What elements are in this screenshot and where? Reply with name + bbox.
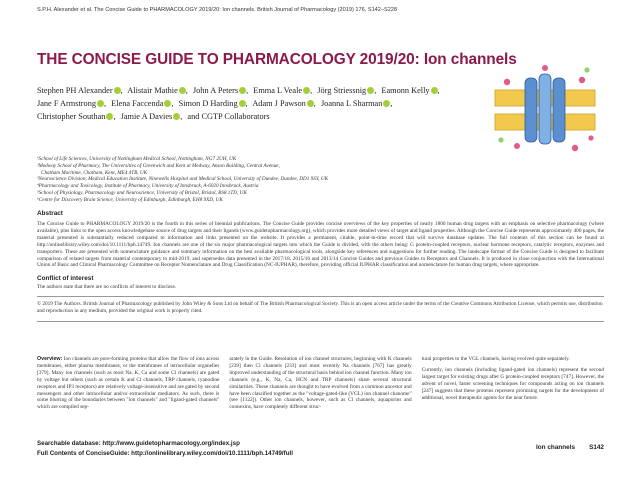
author-name[interactable]: Eamonn Kelly , [381, 86, 440, 95]
coi-text: The authors state that there are no conflicts of interest to disclose. [37, 284, 177, 290]
orcid-icon[interactable] [303, 87, 310, 94]
author-name[interactable]: Adam J Pawson , [252, 99, 316, 109]
author-name[interactable]: Simon D Harding , [178, 99, 248, 109]
orcid-icon[interactable] [307, 100, 314, 107]
affiliation-line: ³Neuroscience Division, Medical Education Institute, Ninewells Hospital and Medical School, University of Dundee, Dundee, DD1 9SY, UK [37, 176, 329, 183]
orcid-icon[interactable] [239, 87, 246, 94]
coi-heading: Conflict of interest [37, 275, 94, 282]
copyright-text: © 2019 The Authors. British Journal of Pharmacology published by John Wiley & Sons Ltd on behalf of The British Pharmacological Society. This is an open access article under the terms of the Creative Commons Attribution License, which permits use, distribution and reproduction in any medium, provided the original work is properly cited. [37, 301, 603, 314]
abstract-heading: Abstract [37, 210, 63, 217]
author-name[interactable]: Jamie A Davies , [120, 112, 183, 122]
overview-lead: Overview: [37, 356, 63, 362]
orcid-icon[interactable] [173, 113, 180, 120]
orcid-icon[interactable] [114, 87, 121, 94]
footer-full-contents-link[interactable]: Full Contents of ConciseGuide: http://onlinelibrary.wiley.com/doi/10.1111/bph.14749/full [37, 450, 293, 457]
orcid-icon[interactable] [106, 113, 113, 120]
body-column-2 [229, 356, 411, 411]
article-title: THE CONCISE GUIDE TO PHARMACOLOGY 2019/20: Ion channels [37, 51, 517, 68]
orcid-icon[interactable] [97, 100, 104, 107]
affiliation-line: ⁵School of Physiology, Pharmacology and Neuroscience, University of Bristol, Bristol, BS8 1TD, UK [37, 189, 247, 196]
footer-section [522, 444, 604, 451]
orcid-icon[interactable] [179, 87, 186, 94]
author-name[interactable]: Joanna L Sharman , [320, 99, 393, 109]
author-name[interactable]: Alistair Mathie , [127, 86, 188, 95]
body-column-1 [37, 356, 219, 411]
body-text: arately in the Guide. Resolution of ion channel structures, beginning with K channels [239] then Cl channels [233] and most recently Na channels [767] has greatly improved understanding of the structural basis behind ion channel function. Many ion channels (e.g., K, Na, Ca, HCN and TRP channels) share several structural similarities. These channels are thought to have evolved from a common ancestor and have been classified together as the "voltage-gated-like (VGL) ion channel chanome" (see [1122]). Other ion channels, however, such as Cl channels, aquaporins and connexins, have completely different struc- [229, 356, 412, 411]
orcid-icon[interactable] [431, 87, 438, 94]
author-name[interactable]: and CGTP Collaborators [187, 112, 270, 122]
body-text: tural properties to the VGL channels, having evolved quite separately. [421, 356, 570, 362]
affiliation-line: ²Medway School of Pharmacy, The Universities of Greenwich and Kent at Medway, Anson Building, Central Avenue, [37, 162, 280, 169]
running-header: S.P.H. Alexander et al. The Concise Guide to PHARMACOLOGY 2019/20: Ion channels. British Journal of Pharmacology (2019) 176, S142–S228 [37, 7, 398, 13]
author-name[interactable]: Elena Faccenda , [111, 99, 174, 109]
author-name[interactable]: Christopher Southan , [37, 112, 116, 122]
author-name[interactable]: Stephen PH Alexander , [37, 86, 123, 95]
author-name[interactable]: Jörg Striessnig , [317, 86, 377, 95]
affiliation-line: Chatham Maritime, Chatham, Kent, ME4 4TB, UK [41, 169, 148, 176]
orcid-icon[interactable] [164, 100, 171, 107]
divider [37, 296, 604, 297]
abstract-text: The Concise Guide to PHARMACOLOGY 2019/20 is the fourth in this series of biennial publications. The Concise Guide provides concise overviews of the key properties of nearly 1800 human drug targets with an emphasis on selective pharmacology (where available), plus links to the open access knowledgebase source of drug targets and their ligands (www.guidetopharmacology.org), which provides more detailed views of target and ligand properties. Although the Concise Guide represents approximately 400 pages, the material presented is substantially reduced compared to information and links presented on the website. It provides a permanent, citable, point-in-time record that will survive database updates. The full contents of this section can be found at http://onlinelibrary.wiley.com/doi/10.1111/bph.14749. Ion channels are one of the six major pharmacological targets into which the Guide is divided, with the others being: G protein-coupled receptors, nuclear hormone receptors, catalytic receptors, enzymes and transporters. These are presented with nomenclature guidance and summary information on the best available pharmacological tools, alongside key references and suggestions for further reading. The landscape format of the Concise Guide is designed to facilitate comparison of related targets from material contemporary to mid-2019, and supersedes data presented in the 2017/18, 2015/16 and 2013/14 Concise Guides and previous Guides to Receptors and Channels. It is produced in close conjunction with the International Union of Basic and Clinical Pharmacology Committee on Receptor Nomenclature and Drug Classification (NC-IUPHAR), therefore, providing official IUPHAR classification and nomenclature for human drug targets, where appropriate. [37, 221, 604, 269]
divider [37, 321, 604, 322]
body-text: Ion channels are pore-forming proteins that allow the flow of ions across membranes, either plasma membranes, or the membranes of intracellular organelles [379]. Many ion channels (such as most Na, K, Ca and some Cl channels) are gated by voltage but others (such as certain K and Cl channels, TRP channels, ryanodine receptors and IP3 receptors) are relatively voltage-insensitive and are gated by second messengers and other intracellular and/or extracellular mediators. As such, there is some blurring of the boundaries between "ion channels" and "ligand-gated channels" which are compiled sep- [37, 356, 220, 411]
author-name[interactable]: John A Peters , [192, 86, 249, 95]
author-list [37, 84, 477, 124]
orcid-icon[interactable] [383, 100, 390, 107]
author-name[interactable]: Jane F Armstrong , [37, 99, 107, 109]
body-column-3 [422, 356, 604, 411]
footer-database-link[interactable]: Searchable database: http://www.guidetopharmacology.org/index.jsp [37, 440, 240, 447]
body-columns [37, 356, 604, 411]
orcid-icon[interactable] [239, 100, 246, 107]
affiliations [37, 156, 467, 204]
orcid-icon[interactable] [367, 87, 374, 94]
body-text: Currently, ion channels (including ligand-gated ion channels) represent the second largest target for existing drugs after G protein-coupled receptors [747]. However, the advent of novel, faster screening techniques for compounds acting on ion channels [247] suggests that these proteins represent promising targets for the development of additional, novel therapeutic agents for the near future. [421, 366, 604, 401]
ion-channel-logo [487, 60, 604, 160]
author-name[interactable]: Emma L Veale , [253, 86, 313, 95]
page-number: S142 [589, 444, 604, 451]
affiliation-line: ¹School of Life Sciences, University of Nottingham Medical School, Nottingham, NG7 2UH, UK [37, 156, 237, 162]
affiliation-line: ⁶Centre for Discovery Brain Science, University of Edinburgh, Edinburgh, EH8 9XD, UK [37, 196, 223, 203]
affiliation-line: ⁴Pharmacology and Toxicology, Institute of Pharmacy, University of Innsbruck, A-6020 Innsbruck, Austria [37, 183, 259, 190]
footer-section-name: Ion channels [536, 444, 576, 451]
